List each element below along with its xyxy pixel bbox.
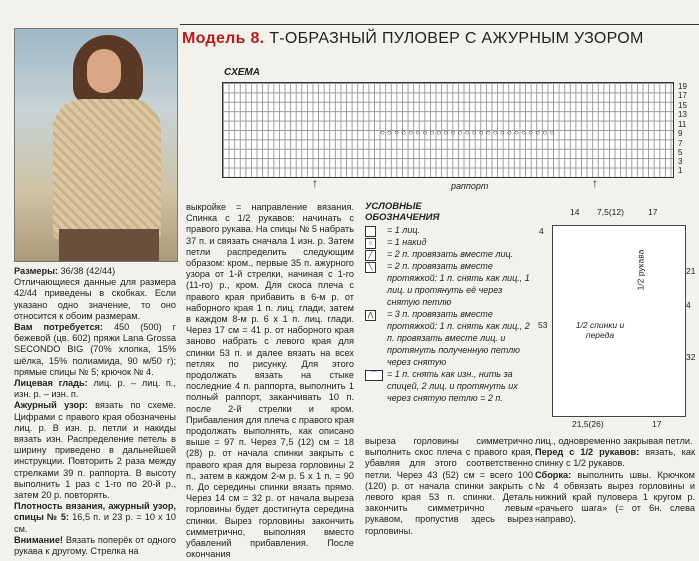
- row-number: 7: [678, 139, 683, 148]
- k2tog-symbol-icon: ╱: [365, 250, 376, 261]
- para-finish-back: выреза горловины симметрично выполнить скос плеча с правого края, убавляя для этого соответственно петли. Через 43 (52) см = всего 100 (120) р. от начала спинки закрыть с левого края 53 п. спинки. Деталь закончить симметрично левым рукавом, пропустив здесь вырез горловины.: [365, 436, 533, 536]
- legend-item: ⌒ = 1 п. снять как изн., нить за спицей, 2 лиц. и протянуть их через снятую петлю = 2 п.: [365, 368, 530, 404]
- instructions-left-column: [14, 266, 176, 557]
- model-name: Т-ОБРАЗНЫЙ ПУЛОВЕР С АЖУРНЫМ УЗОРОМ: [269, 30, 644, 47]
- para-sizes: Размеры: 36/38 (42/44): [14, 266, 116, 276]
- para-assembly: Сборка: выполнить швы. Крючком № 4 обвязать вырез горловины и нижний край пуловера 1 кругом р. «рачьего шага» (= от 6н. слева направо).: [535, 469, 695, 525]
- legend-title-line2: ОБОЗНАЧЕНИЯ: [365, 212, 440, 223]
- rapport-arrow-right-icon: ↑: [592, 176, 598, 190]
- instructions-bottom-right: [535, 436, 695, 526]
- page-title: [182, 30, 644, 48]
- para-finish: лиц., одновременно закрывая петли.: [535, 436, 693, 446]
- schema-label: СХЕМА: [224, 67, 260, 78]
- row-number: 19: [678, 82, 687, 91]
- schematic-label: 14: [570, 207, 580, 217]
- schematic-label: 53: [538, 320, 548, 330]
- cross-symbol-icon: ⌒: [365, 370, 383, 381]
- schematic-label: 4: [686, 300, 691, 310]
- photo-pullover: [53, 99, 161, 239]
- row-number: 1: [678, 166, 683, 175]
- schematic-label: 7,5(12): [597, 207, 624, 217]
- para-gauge: Плотность вязания, ажурный узор, спицы № 5: 16,5 п. и 23 р. = 10 х 10 см.: [14, 501, 176, 534]
- legend-item: ╱ = 2 п. провязать вместе лиц.: [365, 248, 530, 260]
- schematic-label: 1/2 рукава: [635, 249, 646, 291]
- row-number: 17: [678, 91, 687, 100]
- k3tog-symbol-icon: ⋀: [365, 310, 376, 321]
- ssk-symbol-icon: ╲: [365, 262, 376, 273]
- rapport-arrow-left-icon: ↑: [312, 176, 318, 190]
- legend-item: ╲ = 2 п. провязать вместе протяжкой: 1 п. снять как лиц., 1 лиц. и протянуть её через снятую петлю: [365, 260, 530, 308]
- photo-face: [87, 49, 121, 93]
- schematic-label: 17: [648, 207, 658, 217]
- legend-item: ⋀ = 3 п. провязать вместе протяжкой: 1 п. снять как лиц., 2 п. провязать вместе лиц. и протянуть полученную петлю через снятую: [365, 308, 530, 368]
- para-lace-pattern: Ажурный узор: вязать по схеме. Цифрами с правого края обозначены лиц. р. В изн. р. петли и накиды вязать изн. Распределение петель в ширину приведено в дальнейшей инструкции. Повторить 2 раза между стрелками 39 п. раппорта. В высоту выполнить 1 раз с 1-го по 20-й р., затем 20 р. повторять.: [14, 400, 176, 501]
- schematic-label: 4: [539, 226, 544, 236]
- schematic-label: 21,5(26): [572, 419, 604, 429]
- instructions-middle-column: [186, 202, 354, 561]
- schematic-label: 17: [652, 419, 662, 429]
- legend: [365, 224, 530, 404]
- model-number: Модель 8.: [182, 30, 265, 47]
- photo-skirt: [59, 229, 159, 262]
- legend-title: [365, 201, 439, 223]
- para-attention: Внимание! Вязать поперёк от одного рукава к другому. Стрелка на: [14, 534, 176, 557]
- row-number: 15: [678, 101, 687, 110]
- row-number: 11: [678, 120, 687, 129]
- para-front: Перед с 1/2 рукавов: вязать, как спинку с 1/2 рукавов.: [535, 447, 695, 469]
- legend-item: = 1 лиц.: [365, 224, 530, 236]
- instructions-bottom-middle: [365, 436, 533, 537]
- rapport-label: раппорт: [451, 181, 489, 191]
- model-photo: [14, 28, 178, 262]
- legend-item: ○ = 1 накид: [365, 236, 530, 248]
- para-materials: Вам потребуется: 450 (500) г бежевой (цв. 602) пряжи Lana Grossa SECONDO BIG (70% хлопка, 15% шёлка, 15% полиамида, 90 м/50 г); прямые спицы № 5; крючок № 4.: [14, 322, 176, 377]
- para-back: выкройке = направление вязания. Спинка с 1/2 рукавов: начинать с правого рукава. На спицы № 5 набрать 37 п. и связать сначала 1 изн. р. Затем петли распределить следующим образом: кром., первые 35 п. ажурного узора от 1-й стрелки, начиная с 1-го (11-го) р., кром. Для скоса плеча с правого края прибавить в 6-м р. от наборного края 1 п. лиц. глади, затем в каждом 8-м р. 6 х 1 п. лиц. глади. Через 17 см = 41 р. от наборного края заново набрать с левого края для спинки 53 п. и далее вязать на всех петлях по рисунку. Для этого продолжать вязать на стыке последние 4 п. раппорта, выполнить 1 полный раппорт, заканчивать 10 п. после 2-й стрелки и кром. Прибавления для плеча с правого края продолжать выполнять, как описано выше = 97 п. Через 7,5 (12) см = 18 (28) р. от начала спинки закрыть с правого края для выреза горловины 2 п., затем в каждом 2-м р. 5 х 1 п. = 90 п. До середины спинки вязать прямо. Через 14 см = 32 р. от начала выреза горловины будет достигнута середина спинки. Вырез горловины закончить симметрично, выполняя вместо убавлений прибавления. После окончания: [186, 202, 354, 560]
- yarn-over-symbol-icon: ○: [365, 238, 376, 249]
- row-number: 13: [678, 110, 687, 119]
- schematic-label: 1/2 спинки и переда: [575, 320, 625, 340]
- legend-title-line1: УСЛОВНЫЕ: [365, 201, 422, 212]
- title-rule: [180, 24, 699, 25]
- schematic-label: 32: [686, 352, 696, 362]
- para-size-note: Отличающиеся данные для размера 42/44 приведены в скобках. Если указано одно значение, то оно относится к обоим размерам.: [14, 277, 176, 321]
- row-number: 3: [678, 157, 683, 166]
- chart-symbols: ○ ○ ○ ○ ○ ○ ○ ○ ○ ○ ○ ○ ○ ○ ○ ○ ○ ○ ○ ○ ○ ○ ○ ○ ○: [380, 128, 555, 137]
- row-number: 5: [678, 148, 683, 157]
- para-stockinette: Лицевая гладь: лиц. р. – лиц. п., изн. р. – изн. п.: [14, 378, 176, 400]
- schematic-label: 21: [686, 266, 696, 276]
- row-number: 9: [678, 129, 683, 138]
